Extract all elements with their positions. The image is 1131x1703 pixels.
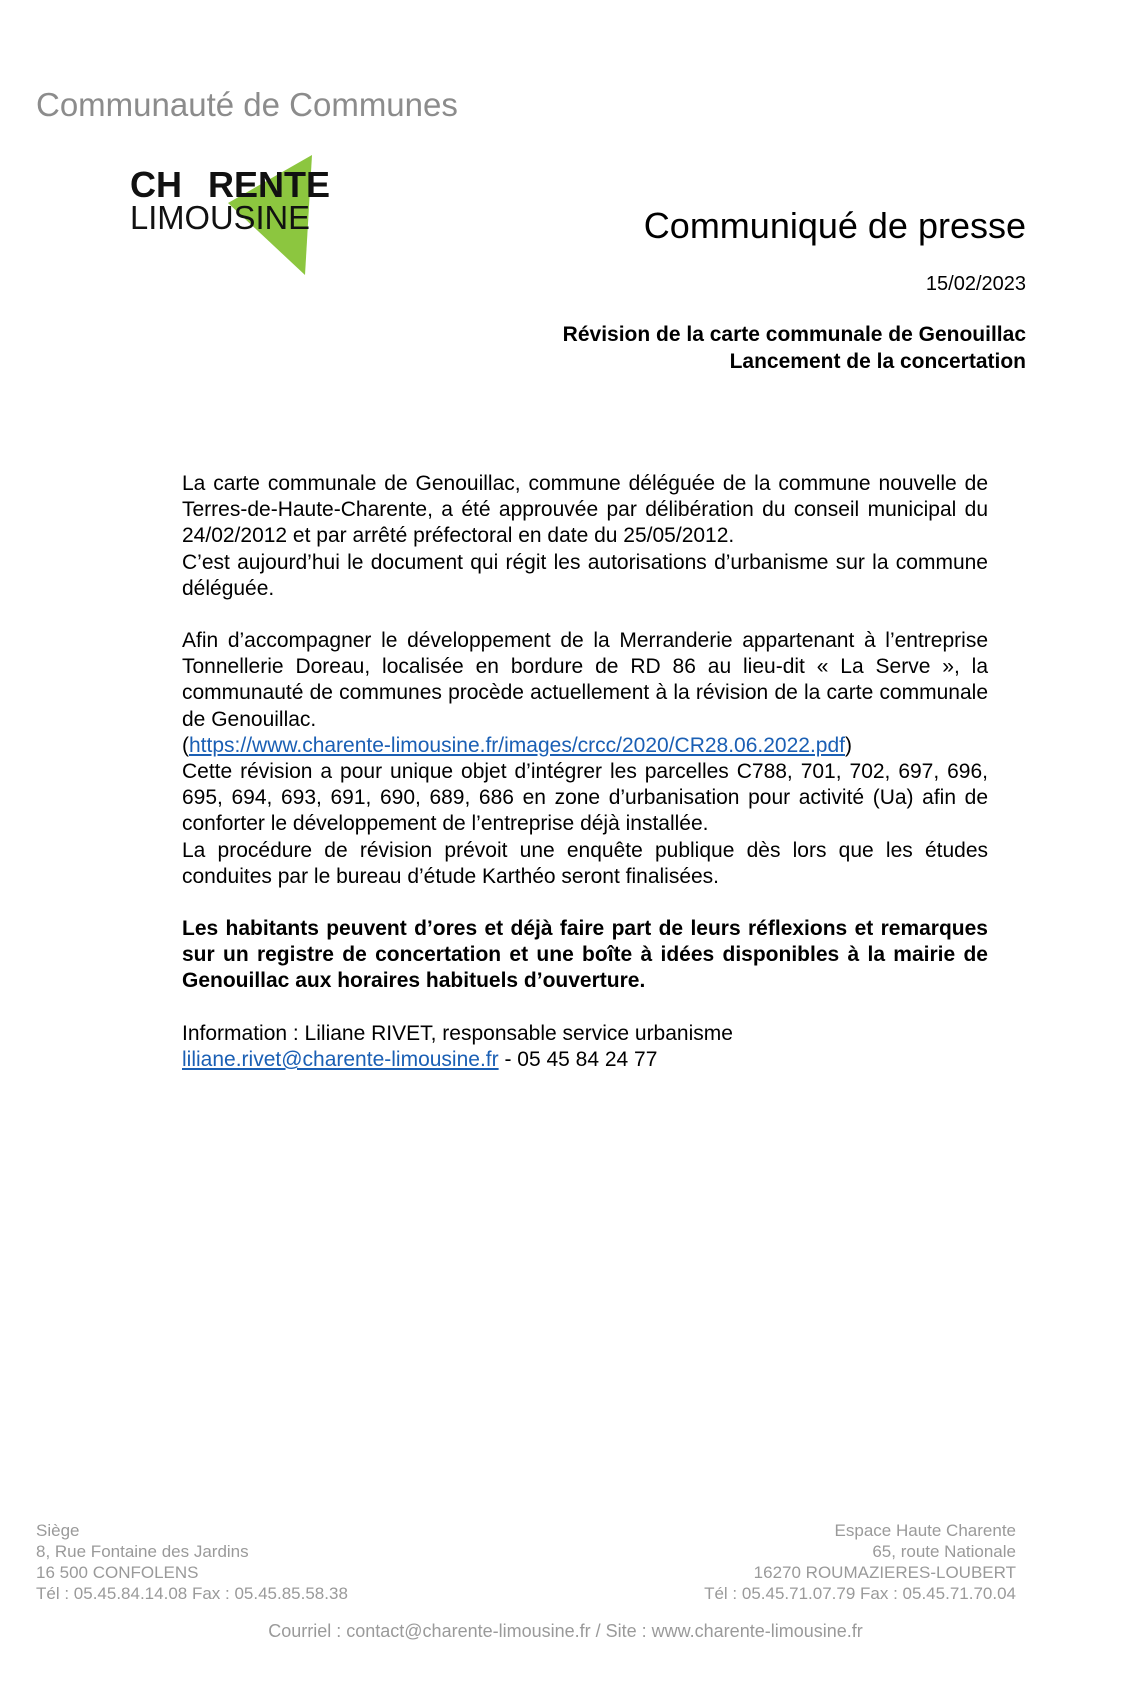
logo-text-rente: RENTE <box>208 164 331 205</box>
logo-text-ch: CH <box>130 164 182 205</box>
contact-information: Information : Liliane RIVET, responsable service urbanisme <box>182 1021 733 1045</box>
document-type-title: Communiqué de presse <box>643 205 1026 246</box>
press-release-body <box>182 471 988 1073</box>
footer-right-line-2: 65, route Nationale <box>872 1542 1016 1561</box>
deliberation-pdf-link[interactable]: https://www.charente-limousine.fr/images/crcc/2020/CR28.06.2022.pdf <box>189 733 845 757</box>
logo-text-limousine: LIMOUSINE <box>130 199 310 236</box>
paragraph-procedure: La procédure de révision prévoit une enquête publique dès lors que les études conduites par le bureau d’étude Karthéo seront finalisées. <box>182 838 988 888</box>
footer-secondary-address <box>704 1520 1016 1604</box>
charente-limousine-logo <box>130 155 335 275</box>
link-close-paren: ) <box>845 733 852 757</box>
organization-name: Communauté de Communes <box>36 86 458 123</box>
document-subject <box>563 321 1026 375</box>
subject-line-1: Révision de la carte communale de Genouillac <box>562 323 1026 346</box>
footer-left-line-1: Siège <box>36 1521 80 1540</box>
footer-right-line-3: 16270 ROUMAZIERES-LOUBERT <box>753 1563 1016 1582</box>
footer-left-line-3: 16 500 CONFOLENS <box>36 1563 199 1582</box>
subject-line-2: Lancement de la concertation <box>729 350 1026 373</box>
contact-email-link[interactable]: liliane.rivet@charente-limousine.fr <box>182 1047 499 1071</box>
paragraph-current-document: C’est aujourd’hui le document qui régit les autorisations d’urbanisme sur la commune déléguée. <box>182 550 988 600</box>
paragraph-link <box>182 733 988 759</box>
contact-email-phone <box>182 1047 988 1073</box>
paragraph-public-consultation: Les habitants peuvent d’ores et déjà faire part de leurs réflexions et remarques sur un registre de concertation et une boîte à idées disponibles à la mairie de Genouillac aux horaires habituels d’ouverture. <box>182 917 988 993</box>
document-date: 15/02/2023 <box>925 273 1026 295</box>
footer-right-line-4: Tél : 05.45.71.07.79 Fax : 05.45.71.70.04 <box>704 1584 1016 1603</box>
link-open-paren: ( <box>182 733 189 757</box>
paragraph-context: Afin d’accompagner le développement de la Merranderie appartenant à l’entreprise Tonnellerie Doreau, localisée en bordure de RD 86 au lieu-dit « La Serve », la communauté de communes procède actuellement à la révision de la carte communale de Genouillac. <box>182 629 988 731</box>
paragraph-revision-object: Cette révision a pour unique objet d’intégrer les parcelles C788, 701, 702, 697, 696, 695, 694, 693, 691, 690, 689, 686 en zone d’urbanisation pour activité (Ua) afin de conforter le développement de l’entreprise déjà installée. <box>182 760 988 836</box>
contact-phone: - 05 45 84 24 77 <box>498 1047 658 1071</box>
paragraph-approval: La carte communale de Genouillac, commune déléguée de la commune nouvelle de Terres-de-Haute-Charente, a été approuvée par délibération du conseil municipal du 24/02/2012 et par arrêté préfectoral en date du 25/05/2012. <box>182 472 988 548</box>
footer-contact-line: Courriel : contact@charente-limousine.fr / Site : www.charente-limousine.fr <box>268 1621 863 1641</box>
footer-left-line-4: Tél : 05.45.84.14.08 Fax : 05.45.85.58.38 <box>36 1584 348 1603</box>
footer-left-line-2: 8, Rue Fontaine des Jardins <box>36 1542 249 1561</box>
footer-right-line-1: Espace Haute Charente <box>834 1521 1016 1540</box>
footer-headquarters-address <box>36 1520 348 1604</box>
